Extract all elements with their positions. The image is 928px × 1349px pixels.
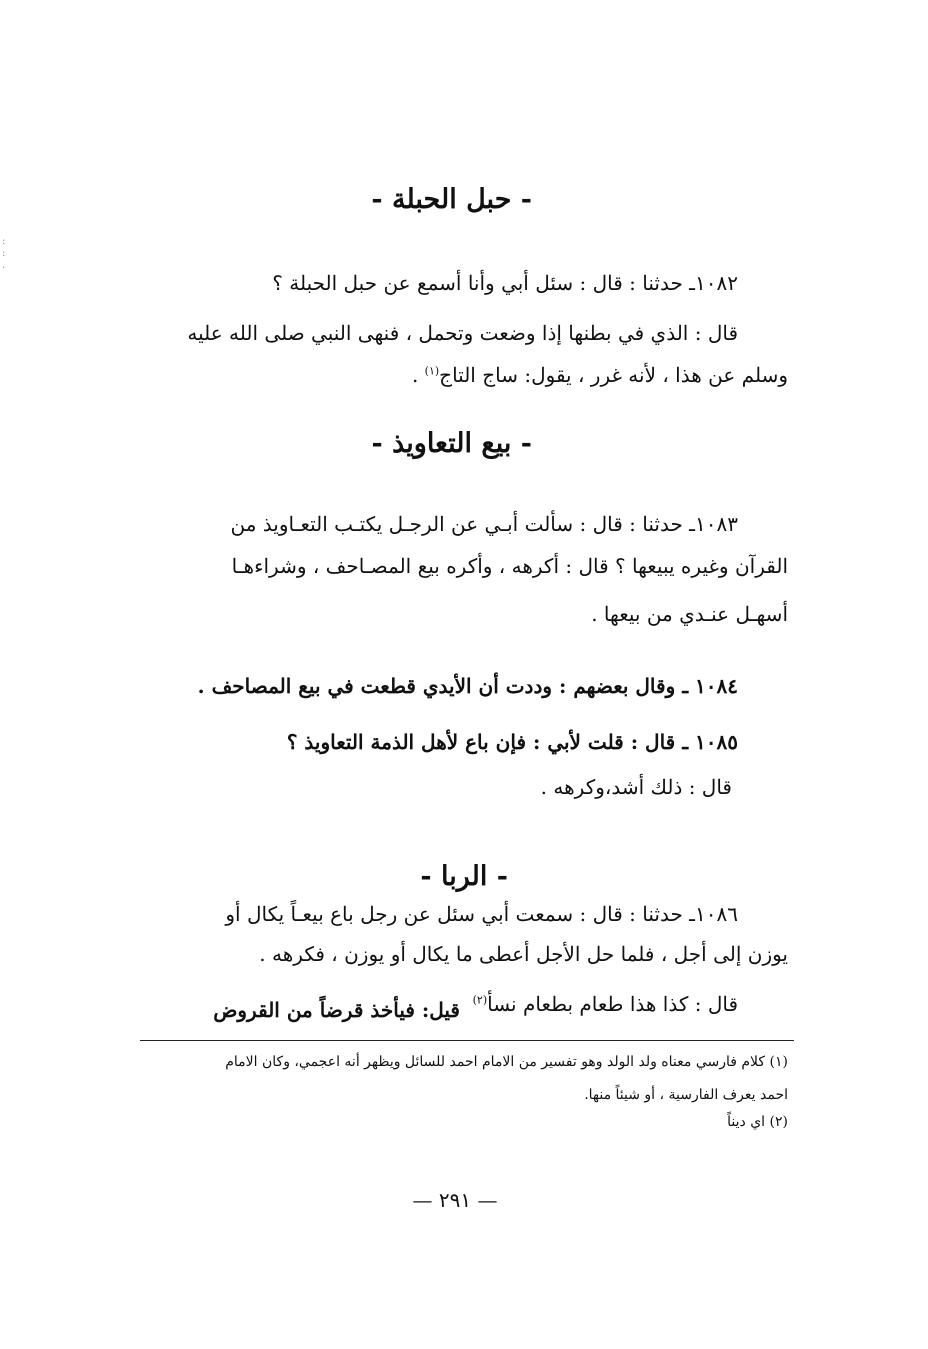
paragraph-line: قيل: فيأخذ قرضاً من القروض [213, 998, 460, 1022]
scan-specks: : : . [2, 236, 6, 271]
paragraph-line: ١٠٨٣ـ حدثنا : قال : سألت أبـي عن الرجـل يكتـب التعـاويذ من [230, 512, 738, 536]
footnote: (١) كلام فارسي معناه ولد الولد وهو تفسير من الامام احمد للسائل ويظهر أنه اعجمي، وكان الامام [225, 1054, 788, 1070]
paragraph-line: أسهـل عنـدي من بيعها . [591, 602, 788, 626]
page-number: — ٢٩١ — [412, 1188, 498, 1212]
section-heading-al-riba: - الربا - [420, 861, 508, 892]
paragraph-line: ١٠٨٤ ـ وقال بعضهم : وددت أن الأيدي قطعت في بيع المصاحف . [197, 674, 738, 698]
footnote: (٢) اي ديناً [727, 1114, 788, 1130]
paragraph-line: ١٠٨٥ ـ قال : قلت لأبي : فإن باع لأهل الذمة التعاويذ ؟ [286, 730, 738, 754]
footnote: احمد يعرف الفارسية ، أو شيئاً منها. [584, 1087, 788, 1103]
footnote-ref-1: (١) [424, 364, 440, 378]
paragraph-line-text: وسلم عن هذا ، لأنه غرر ، يقول: ساج التاج [439, 363, 788, 387]
paragraph-line [473, 994, 738, 1014]
footnote-ref-2: (٢) [472, 993, 488, 1007]
paragraph-line: قال : الذي في بطنها إذا وضعت وتحمل ، فنهى النبي صلى الله عليه [187, 321, 738, 345]
paragraph-line: ١٠٨٢ـ حدثنا : قال : سئل أبي وأنا أسمع عن حبل الحبلة ؟ [272, 271, 738, 295]
line-end-punct: . [411, 363, 425, 387]
paragraph-line: قال : ذلك أشد،وكرهه . [540, 775, 732, 799]
paragraph-line: القرآن وغيره يبيعها ؟ قال : أكرهه ، وأكره بيع المصـاحف ، وشراءهـا [231, 554, 788, 578]
paragraph-line [412, 365, 788, 385]
paragraph-line: يوزن إلى أجل ، فلما حل الأجل أعطى ما يكال أو يوزن ، فكرهه . [259, 942, 788, 966]
footnote-separator [140, 1040, 794, 1041]
section-heading-bay-al-taawidh: - بيع التعاويذ - [371, 428, 532, 459]
section-heading-habal-al-habala: - حبل الحبلة - [371, 184, 532, 215]
paragraph-line: ١٠٨٦ـ حدثنا : قال : سمعت أبي سئل عن رجل باع بيعـاً يكال أو [225, 902, 738, 926]
paragraph-line-text: قال : كذا هذا طعام بطعام نسأ [487, 992, 738, 1016]
